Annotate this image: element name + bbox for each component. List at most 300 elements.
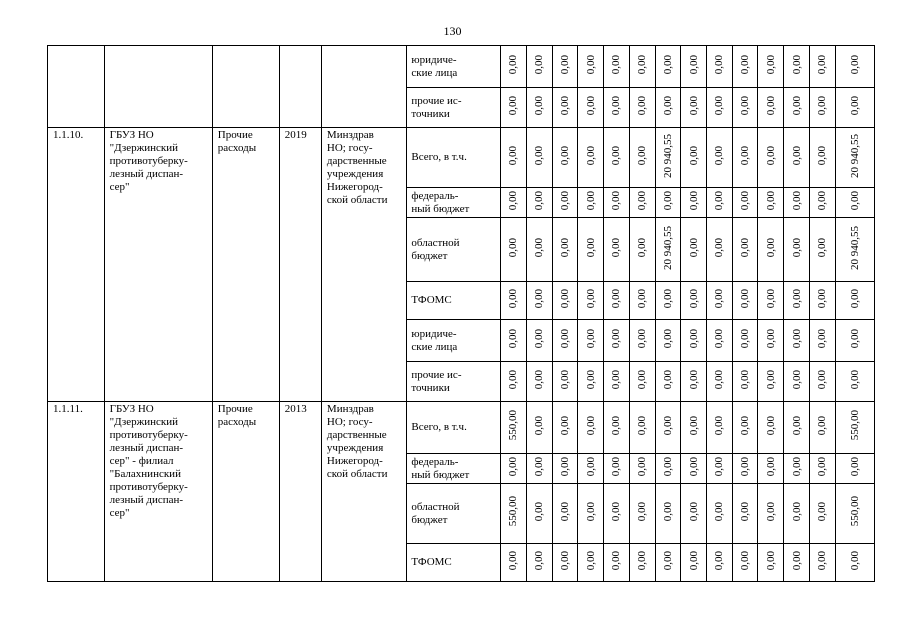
amount-value: 0,00	[661, 550, 674, 571]
amount-cell	[681, 484, 707, 544]
amount-cell	[835, 484, 874, 544]
amount-cell	[758, 320, 784, 362]
amount-value: 0,00	[584, 415, 597, 436]
amount-value: 0,00	[533, 288, 546, 309]
responsible-manager	[321, 402, 406, 582]
amount-value: 0,00	[848, 369, 861, 390]
amount-value: 0,00	[764, 501, 777, 522]
amount-cell	[526, 282, 552, 320]
amount-cell	[784, 454, 810, 484]
amount-value: 0,00	[790, 95, 803, 116]
amount-cell	[681, 46, 707, 88]
amount-cell	[758, 128, 784, 188]
amount-cell	[604, 402, 630, 454]
organization-name	[104, 402, 212, 582]
amount-value: 0,00	[848, 456, 861, 477]
amount-value: 0,00	[558, 328, 571, 349]
amount-cell	[758, 88, 784, 128]
amount-cell	[784, 484, 810, 544]
amount-cell	[655, 128, 681, 188]
amount-value: 0,00	[558, 550, 571, 571]
amount-value: 0,00	[764, 54, 777, 75]
amount-value: 0,00	[764, 369, 777, 390]
amount-value: 0,00	[739, 415, 752, 436]
amount-cell	[552, 282, 578, 320]
amount-value: 0,00	[636, 190, 649, 211]
amount-value: 0,00	[636, 456, 649, 477]
funding-source: федераль- ный бюджет	[407, 188, 501, 218]
amount-value: 0,00	[533, 54, 546, 75]
amount-value: 20 940,55	[848, 225, 861, 270]
amount-cell	[604, 320, 630, 362]
amount-cell	[706, 544, 732, 582]
amount-value: 0,00	[713, 369, 726, 390]
amount-cell	[706, 188, 732, 218]
amount-value: 0,00	[507, 550, 520, 571]
amount-cell	[578, 218, 604, 282]
amount-cell	[501, 188, 527, 218]
amount-value: 0,00	[610, 190, 623, 211]
amount-cell	[526, 128, 552, 188]
amount-cell	[552, 128, 578, 188]
amount-value: 0,00	[507, 54, 520, 75]
amount-cell	[501, 544, 527, 582]
amount-value: 0,00	[584, 190, 597, 211]
amount-cell	[578, 282, 604, 320]
amount-value: 0,00	[739, 95, 752, 116]
amount-cell	[629, 282, 655, 320]
amount-cell	[629, 218, 655, 282]
amount-cell	[629, 454, 655, 484]
amount-cell	[629, 402, 655, 454]
expense-type	[212, 402, 279, 582]
amount-cell	[706, 362, 732, 402]
amount-value: 0,00	[687, 550, 700, 571]
amount-cell	[552, 46, 578, 88]
amount-cell	[655, 484, 681, 544]
amount-cell	[706, 88, 732, 128]
amount-cell	[526, 362, 552, 402]
amount-value: 0,00	[739, 145, 752, 166]
amount-cell	[655, 88, 681, 128]
amount-cell	[629, 484, 655, 544]
amount-cell	[552, 402, 578, 454]
amount-cell	[681, 88, 707, 128]
amount-cell	[655, 544, 681, 582]
amount-cell	[809, 484, 835, 544]
amount-value: 0,00	[610, 415, 623, 436]
amount-value: 0,00	[739, 550, 752, 571]
amount-value: 0,00	[610, 369, 623, 390]
amount-value: 0,00	[507, 328, 520, 349]
amount-value: 0,00	[661, 415, 674, 436]
funding-source: Всего, в т.ч.	[407, 128, 501, 188]
amount-value: 0,00	[507, 190, 520, 211]
amount-cell	[578, 484, 604, 544]
amount-cell	[578, 320, 604, 362]
amount-value: 0,00	[739, 501, 752, 522]
amount-cell	[835, 362, 874, 402]
amount-cell	[835, 402, 874, 454]
amount-value: 0,00	[636, 237, 649, 258]
amount-value: 0,00	[739, 369, 752, 390]
amount-cell	[526, 188, 552, 218]
amount-cell	[706, 320, 732, 362]
amount-cell	[552, 454, 578, 484]
amount-cell	[681, 218, 707, 282]
amount-value: 0,00	[816, 190, 829, 211]
amount-value: 0,00	[610, 95, 623, 116]
amount-value: 20 940,55	[661, 133, 674, 178]
amount-cell	[526, 402, 552, 454]
amount-value: 0,00	[713, 288, 726, 309]
amount-value: 0,00	[661, 288, 674, 309]
amount-value: 0,00	[584, 456, 597, 477]
amount-cell	[784, 544, 810, 582]
amount-cell	[629, 362, 655, 402]
amount-value: 0,00	[584, 54, 597, 75]
amount-cell	[835, 218, 874, 282]
amount-cell	[604, 46, 630, 88]
amount-value: 0,00	[713, 95, 726, 116]
amount-cell	[732, 46, 758, 88]
funding-source: ТФОМС	[407, 282, 501, 320]
amount-cell	[501, 46, 527, 88]
amount-value: 0,00	[739, 328, 752, 349]
amount-cell	[604, 188, 630, 218]
responsible-manager	[321, 128, 406, 402]
amount-cell	[706, 282, 732, 320]
amount-cell	[578, 188, 604, 218]
amount-value: 0,00	[661, 95, 674, 116]
responsible-manager-text: Минздрав НО; госу- дарственные учреждения Нижегород- ской области	[326, 403, 388, 480]
amount-value: 0,00	[636, 95, 649, 116]
amount-value: 0,00	[713, 456, 726, 477]
amount-cell	[578, 402, 604, 454]
amount-value: 0,00	[816, 237, 829, 258]
amount-cell	[604, 218, 630, 282]
amount-value: 0,00	[584, 288, 597, 309]
table-row	[48, 46, 875, 88]
amount-value: 0,00	[790, 328, 803, 349]
amount-cell	[526, 46, 552, 88]
amount-cell	[732, 320, 758, 362]
amount-cell	[758, 218, 784, 282]
amount-cell	[784, 188, 810, 218]
amount-cell	[706, 46, 732, 88]
amount-cell	[809, 544, 835, 582]
amount-value: 0,00	[610, 145, 623, 166]
amount-cell	[784, 46, 810, 88]
amount-value: 0,00	[507, 145, 520, 166]
amount-value: 0,00	[848, 190, 861, 211]
amount-cell	[578, 46, 604, 88]
funding-source: прочие ис- точники	[407, 88, 501, 128]
amount-cell	[629, 46, 655, 88]
amount-value: 0,00	[790, 456, 803, 477]
amount-value: 0,00	[713, 145, 726, 166]
amount-value: 0,00	[610, 288, 623, 309]
amount-cell	[629, 544, 655, 582]
amount-cell	[552, 218, 578, 282]
amount-value: 0,00	[558, 415, 571, 436]
amount-value: 0,00	[848, 54, 861, 75]
amount-value: 0,00	[764, 190, 777, 211]
amount-cell	[681, 454, 707, 484]
amount-value: 0,00	[739, 288, 752, 309]
amount-cell	[835, 128, 874, 188]
amount-cell	[732, 454, 758, 484]
amount-cell	[758, 484, 784, 544]
amount-cell	[629, 188, 655, 218]
page-number: 130	[443, 24, 462, 38]
amount-value: 0,00	[558, 288, 571, 309]
amount-value: 20 940,55	[848, 133, 861, 178]
amount-value: 0,00	[687, 369, 700, 390]
amount-cell	[835, 454, 874, 484]
amount-value: 550,00	[507, 410, 520, 441]
amount-value: 0,00	[739, 190, 752, 211]
amount-value: 0,00	[584, 145, 597, 166]
amount-value: 0,00	[661, 190, 674, 211]
amount-value: 20 940,55	[661, 225, 674, 270]
amount-cell	[655, 320, 681, 362]
amount-cell	[758, 362, 784, 402]
amount-cell	[784, 362, 810, 402]
amount-cell	[578, 88, 604, 128]
amount-value: 0,00	[790, 501, 803, 522]
funding-source: областной бюджет	[407, 484, 501, 544]
amount-cell	[784, 88, 810, 128]
year	[279, 402, 321, 582]
amount-value: 0,00	[687, 145, 700, 166]
amount-value: 0,00	[610, 456, 623, 477]
amount-cell	[578, 454, 604, 484]
amount-value: 0,00	[790, 550, 803, 571]
amount-cell	[784, 402, 810, 454]
amount-cell	[784, 218, 810, 282]
amount-cell	[501, 362, 527, 402]
amount-value: 0,00	[507, 456, 520, 477]
amount-value: 0,00	[584, 369, 597, 390]
amount-cell	[809, 46, 835, 88]
amount-cell	[706, 454, 732, 484]
amount-value: 0,00	[764, 328, 777, 349]
amount-value: 0,00	[687, 95, 700, 116]
amount-value: 0,00	[816, 501, 829, 522]
amount-cell	[604, 128, 630, 188]
amount-cell	[655, 218, 681, 282]
item-code	[48, 128, 105, 402]
amount-cell	[732, 88, 758, 128]
amount-cell	[809, 402, 835, 454]
amount-value: 0,00	[533, 95, 546, 116]
amount-value: 0,00	[533, 328, 546, 349]
amount-cell	[681, 362, 707, 402]
amount-value: 0,00	[558, 145, 571, 166]
amount-cell	[681, 282, 707, 320]
amount-value: 0,00	[636, 288, 649, 309]
amount-cell	[552, 320, 578, 362]
amount-cell	[604, 88, 630, 128]
amount-value: 0,00	[533, 550, 546, 571]
amount-cell	[501, 402, 527, 454]
amount-value: 0,00	[713, 415, 726, 436]
amount-cell	[809, 320, 835, 362]
item-code-text: 1.1.10.	[53, 129, 84, 141]
amount-cell	[526, 484, 552, 544]
amount-cell	[501, 320, 527, 362]
amount-cell	[732, 218, 758, 282]
amount-cell	[655, 188, 681, 218]
amount-value: 0,00	[739, 456, 752, 477]
amount-value: 0,00	[764, 237, 777, 258]
expense-type	[212, 128, 279, 402]
amount-cell	[629, 320, 655, 362]
amount-value: 0,00	[790, 54, 803, 75]
year-text: 2019	[284, 129, 307, 141]
amount-cell	[784, 282, 810, 320]
amount-value: 0,00	[533, 369, 546, 390]
amount-value: 0,00	[661, 328, 674, 349]
amount-value: 0,00	[533, 501, 546, 522]
amount-cell	[526, 88, 552, 128]
funding-source: областной бюджет	[407, 218, 501, 282]
amount-cell	[835, 282, 874, 320]
amount-value: 0,00	[507, 288, 520, 309]
amount-value: 0,00	[533, 237, 546, 258]
amount-value: 0,00	[739, 237, 752, 258]
amount-cell	[784, 128, 810, 188]
amount-cell	[706, 218, 732, 282]
table-row	[48, 402, 875, 454]
amount-value: 0,00	[558, 190, 571, 211]
amount-value: 0,00	[533, 145, 546, 166]
item-code-text: 1.1.11.	[53, 403, 83, 415]
amount-cell	[758, 402, 784, 454]
amount-cell	[681, 188, 707, 218]
funding-source: юридиче- ские лица	[407, 46, 501, 88]
amount-cell	[835, 544, 874, 582]
amount-value: 0,00	[610, 328, 623, 349]
amount-cell	[758, 544, 784, 582]
financing-table	[47, 45, 875, 582]
amount-value: 0,00	[687, 237, 700, 258]
amount-value: 0,00	[661, 369, 674, 390]
amount-value: 0,00	[790, 369, 803, 390]
amount-value: 0,00	[636, 54, 649, 75]
amount-cell	[758, 454, 784, 484]
amount-value: 0,00	[584, 328, 597, 349]
amount-value: 0,00	[790, 288, 803, 309]
amount-cell	[732, 362, 758, 402]
amount-value: 0,00	[584, 501, 597, 522]
organization-name-text: ГБУЗ НО "Дзержинский противотуберку- лезный диспан- сер"	[109, 129, 188, 193]
amount-value: 0,00	[507, 237, 520, 258]
amount-cell	[732, 282, 758, 320]
amount-value: 0,00	[713, 550, 726, 571]
amount-value: 0,00	[687, 288, 700, 309]
amount-value: 0,00	[848, 288, 861, 309]
amount-value: 0,00	[790, 415, 803, 436]
amount-cell	[706, 484, 732, 544]
amount-cell	[526, 218, 552, 282]
amount-cell	[809, 282, 835, 320]
amount-value: 0,00	[687, 328, 700, 349]
amount-value: 0,00	[764, 288, 777, 309]
amount-value: 0,00	[610, 237, 623, 258]
amount-value: 0,00	[816, 145, 829, 166]
amount-cell	[732, 402, 758, 454]
amount-cell	[501, 282, 527, 320]
funding-source: ТФОМС	[407, 544, 501, 582]
amount-value: 0,00	[636, 415, 649, 436]
amount-value: 0,00	[848, 95, 861, 116]
amount-cell	[732, 128, 758, 188]
amount-value: 0,00	[713, 501, 726, 522]
amount-cell	[501, 454, 527, 484]
table-row	[48, 128, 875, 188]
amount-cell	[809, 188, 835, 218]
amount-cell	[526, 544, 552, 582]
amount-value: 0,00	[610, 550, 623, 571]
amount-value: 0,00	[636, 369, 649, 390]
amount-cell	[835, 88, 874, 128]
amount-cell	[526, 320, 552, 362]
amount-value: 0,00	[816, 288, 829, 309]
amount-value: 0,00	[636, 550, 649, 571]
amount-cell	[552, 544, 578, 582]
amount-cell	[501, 88, 527, 128]
amount-cell	[501, 128, 527, 188]
item-code	[48, 46, 105, 128]
funding-source: Всего, в т.ч.	[407, 402, 501, 454]
funding-source: прочие ис- точники	[407, 362, 501, 402]
amount-cell	[809, 454, 835, 484]
expense-type	[212, 46, 279, 128]
amount-cell	[629, 88, 655, 128]
amount-cell	[578, 544, 604, 582]
amount-cell	[501, 484, 527, 544]
amount-cell	[732, 544, 758, 582]
amount-value: 0,00	[687, 501, 700, 522]
amount-value: 0,00	[790, 237, 803, 258]
amount-cell	[681, 402, 707, 454]
amount-cell	[655, 46, 681, 88]
amount-value: 550,00	[507, 496, 520, 527]
amount-value: 0,00	[661, 54, 674, 75]
amount-value: 0,00	[816, 54, 829, 75]
amount-cell	[809, 128, 835, 188]
expense-type-text: Прочие расходы	[217, 403, 257, 428]
amount-cell	[706, 402, 732, 454]
amount-value: 0,00	[764, 456, 777, 477]
amount-value: 0,00	[816, 415, 829, 436]
amount-value: 0,00	[713, 54, 726, 75]
amount-cell	[835, 46, 874, 88]
amount-value: 0,00	[816, 456, 829, 477]
amount-value: 0,00	[661, 501, 674, 522]
amount-value: 0,00	[661, 456, 674, 477]
responsible-manager-text: Минздрав НО; госу- дарственные учреждения Нижегород- ской области	[326, 129, 388, 206]
amount-cell	[655, 402, 681, 454]
amount-cell	[526, 454, 552, 484]
amount-cell	[732, 188, 758, 218]
amount-value: 0,00	[558, 95, 571, 116]
amount-value: 0,00	[533, 456, 546, 477]
amount-value: 0,00	[790, 190, 803, 211]
amount-value: 0,00	[636, 145, 649, 166]
